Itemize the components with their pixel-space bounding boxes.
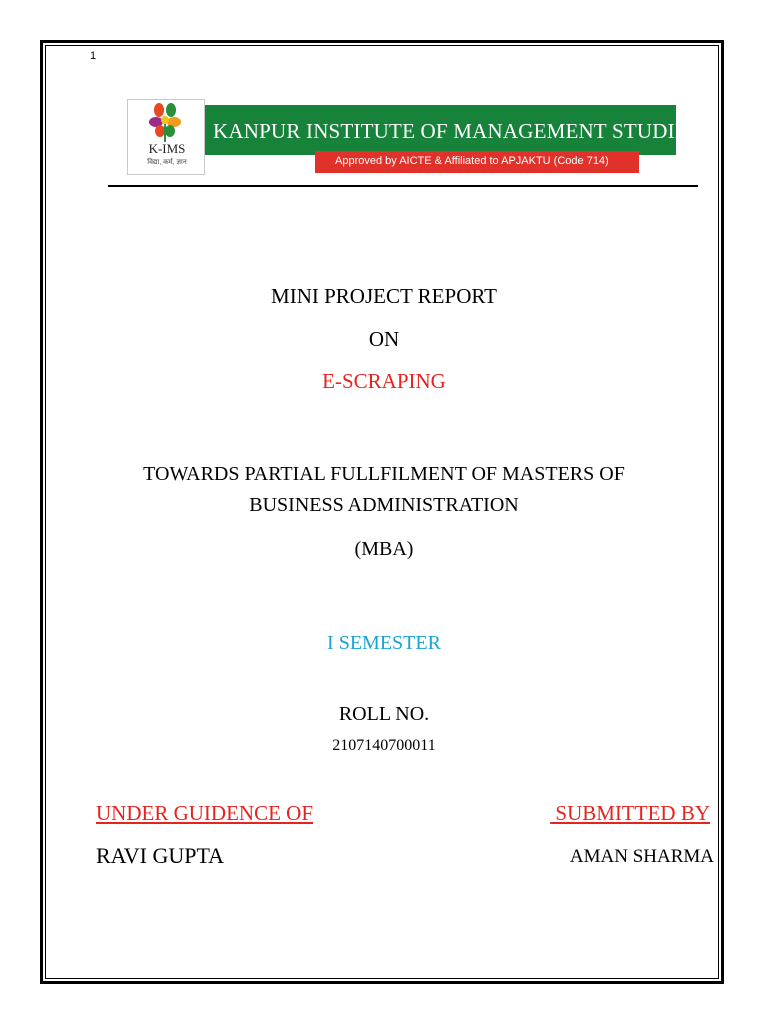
fulfilment-line-2: BUSINESS ADMINISTRATION (249, 494, 519, 516)
report-topic: E-SCRAPING (322, 369, 446, 393)
student-name: AMAN SHARMA (569, 846, 714, 867)
submitted-by-label: SUBMITTED BY (550, 801, 710, 825)
logo-wordmark: K-IMS (148, 141, 186, 156)
institute-banner (205, 105, 700, 155)
guide-label: UNDER GUIDENCE OF (96, 801, 313, 825)
guide-name: RAVI GUPTA (96, 843, 225, 868)
institute-name: KANPUR INSTITUTE OF MANAGEMENT STUDIES (213, 119, 700, 143)
roll-label: ROLL NO. (338, 703, 430, 725)
report-title: MINI PROJECT REPORT (271, 284, 497, 308)
institute-header (108, 97, 698, 187)
flower-logo-icon (128, 100, 204, 144)
degree-abbreviation: (MBA) (354, 538, 414, 560)
approval-text: Approved by AICTE & Affiliated to APJAKTU (Code 714) (335, 155, 609, 167)
roll-number: 2107140700011 (332, 737, 436, 754)
header-divider (108, 185, 698, 187)
report-on: ON (368, 327, 400, 351)
approval-strip (315, 151, 639, 173)
semester: I SEMESTER (327, 632, 441, 654)
fulfilment-line-1: TOWARDS PARTIAL FULLFILMENT OF MASTERS OF (143, 463, 625, 485)
page-number: 1 (90, 50, 97, 62)
logo-motto: विद्या, कर्म, ज्ञान (147, 159, 187, 166)
kims-logo (127, 99, 205, 175)
